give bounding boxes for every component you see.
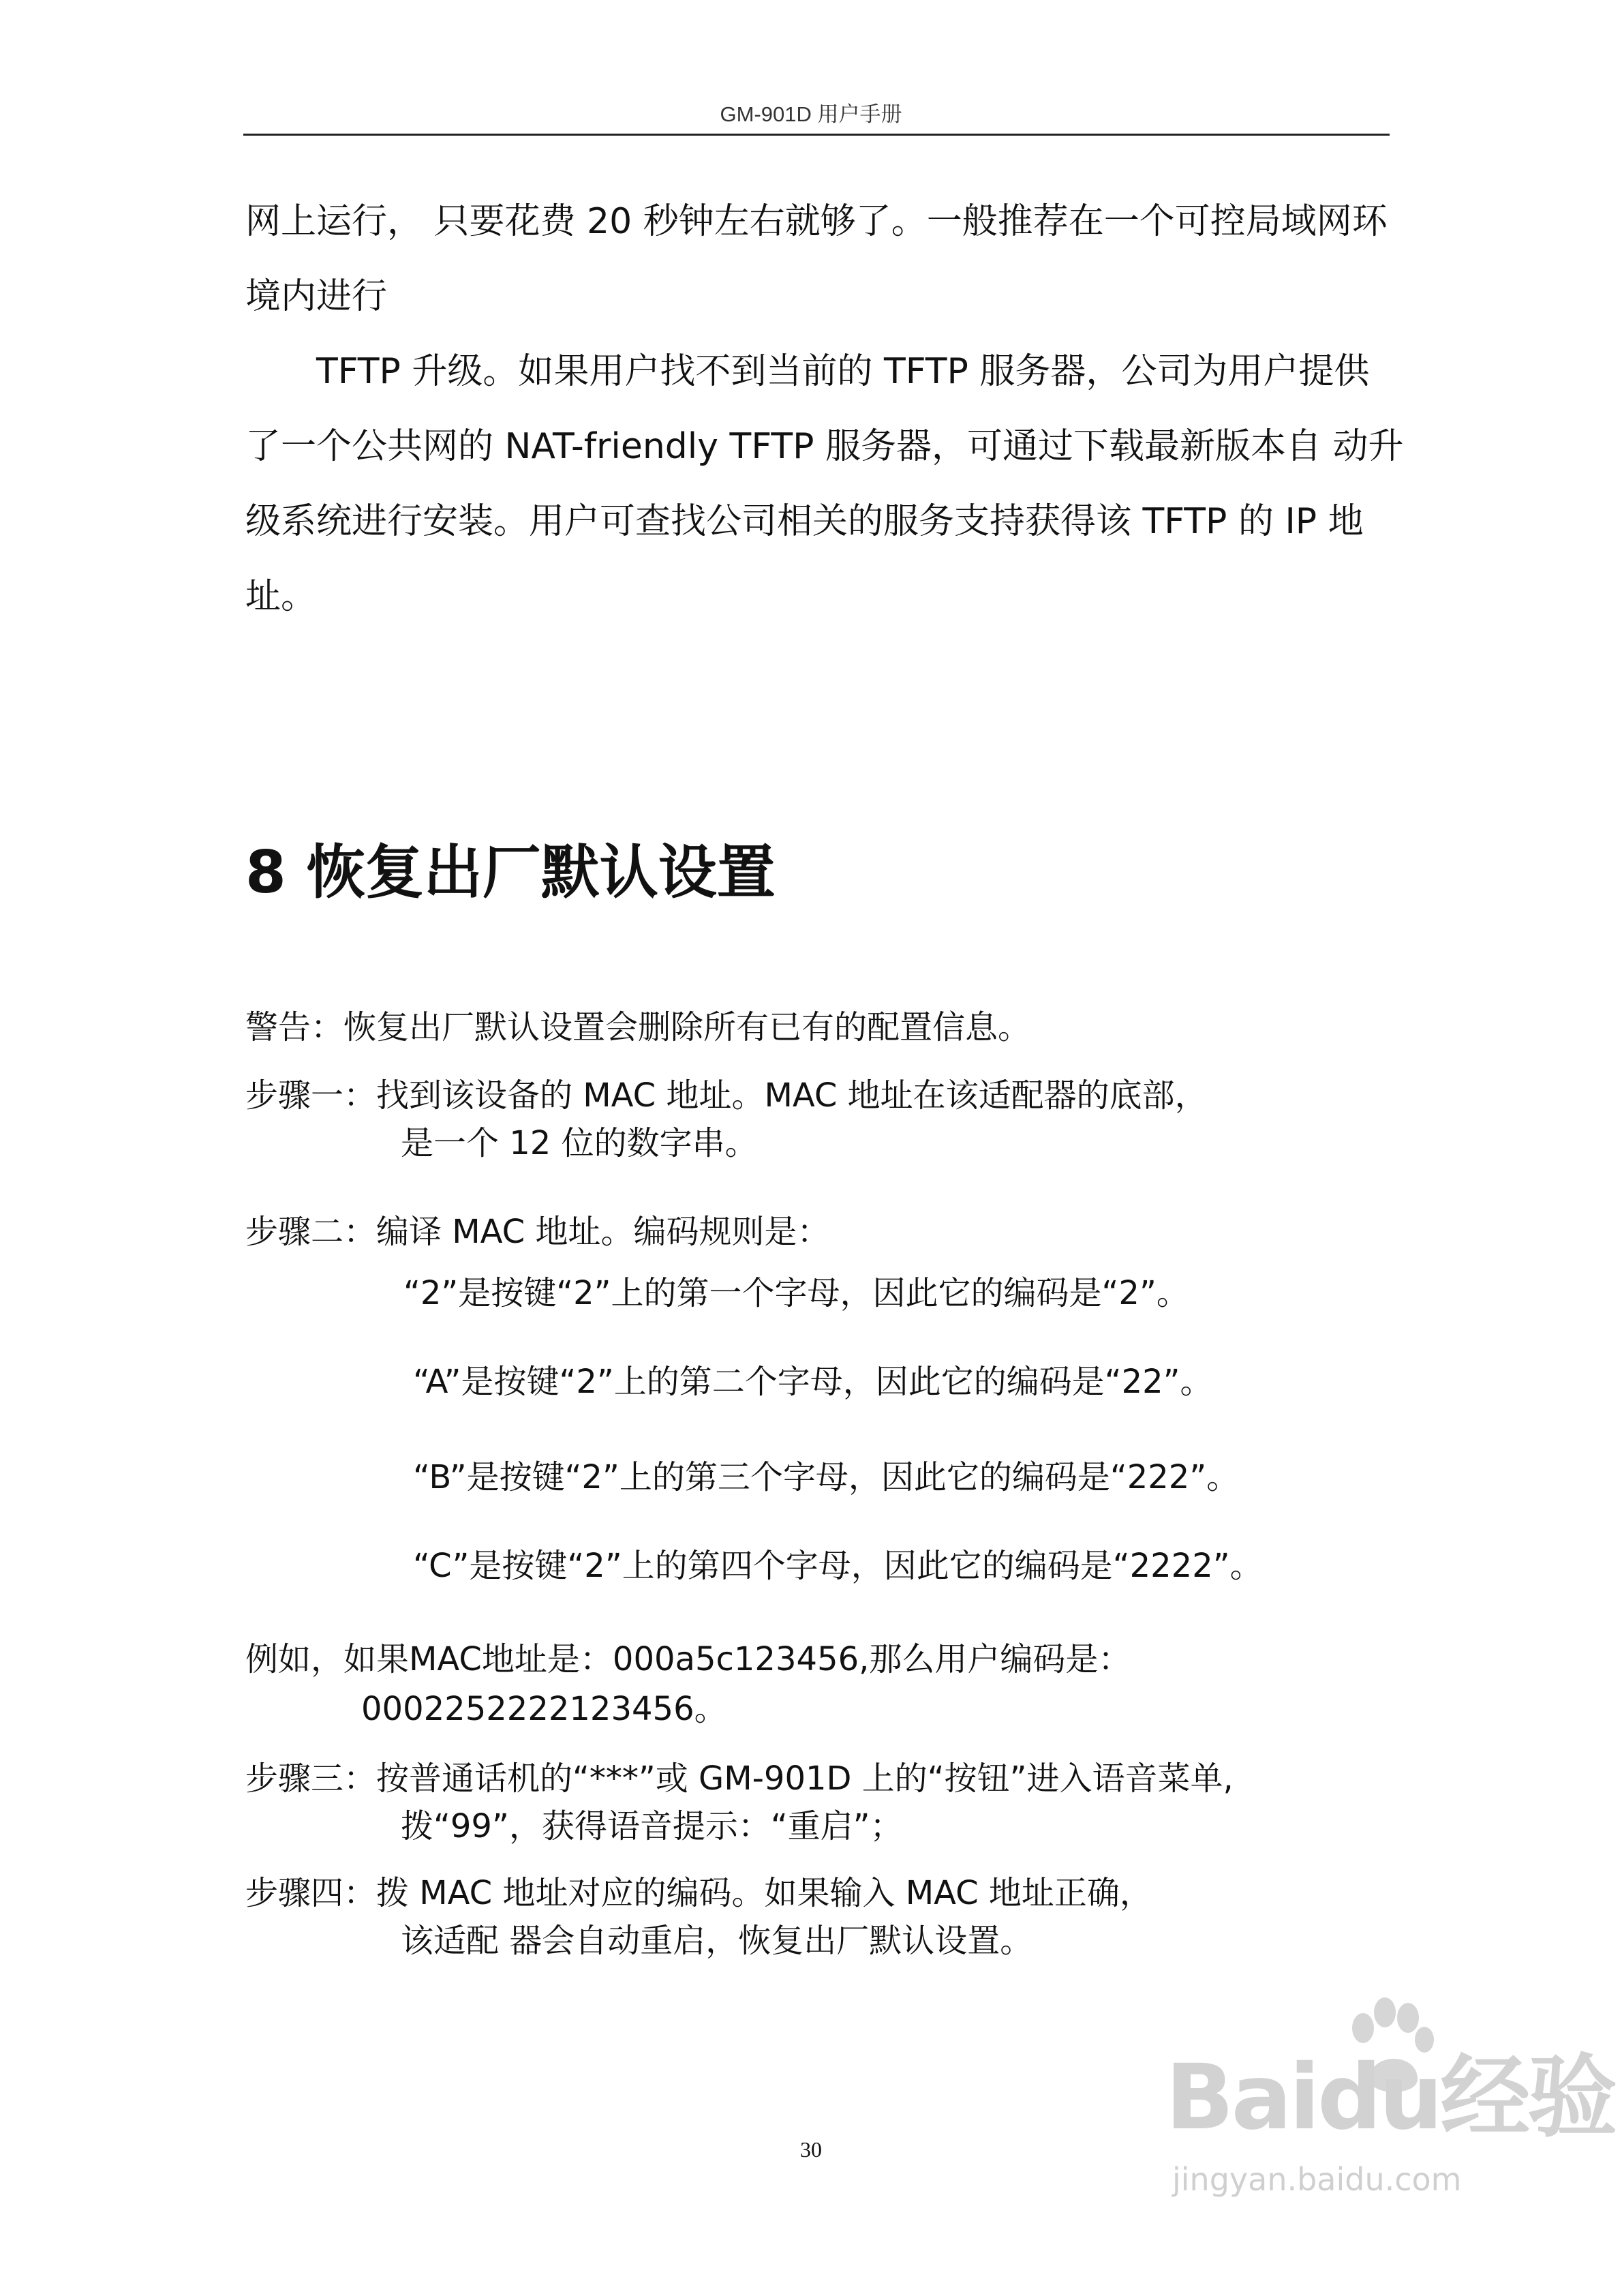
example-line-1: 例如，如果MAC地址是：000a5c123456,那么用户编码是： — [245, 1640, 1131, 1678]
rule-line-1: “2”是按键“2”上的第一个字母，因此它的编码是“2”。 — [403, 1274, 1189, 1312]
running-header: GM-901D 用户手册 — [720, 102, 902, 126]
rule-line-2: “A”是按键“2”上的第二个字母，因此它的编码是“22”。 — [413, 1363, 1213, 1401]
intro-paragraph-1: 网上运行， 只要花费 20 秒钟左右就够了。一般推荐在一个可控局域网环境内进行 — [245, 201, 1388, 317]
intro-paragraph-2: TFTP 升级。如果用户找不到当前的 TFTP 服务器，公司为用户提供了一个公共网的 NAT-friendly TFTP 服务器，可通过下载最新版本自 动升级系统进行安装。用户可查找公司相关的服务支持获得该 TFTP 的 IP 地址。 — [245, 351, 1404, 617]
step3-line2: 拨“99”，获得语音提示：“重启”； — [401, 1807, 903, 1845]
rule-line-3: “B”是按键“2”上的第三个字母，因此它的编码是“222”。 — [413, 1458, 1240, 1496]
header-divider — [243, 134, 1390, 136]
section-heading: 8 恢复出厂默认设置 — [245, 839, 776, 907]
step4-line1: 步骤四：拨 MAC 地址对应的编码。如果输入 MAC 地址正确， — [245, 1874, 1152, 1912]
watermark-logo: Baidu经验 — [1165, 2045, 1615, 2150]
example-line-2: 0002252222123456。 — [361, 1690, 727, 1728]
step1-line1: 步骤一：找到该设备的 MAC 地址。MAC 地址在该适配器的底部， — [245, 1076, 1208, 1115]
step3-line1: 步骤三：按普通话机的“***”或 GM-901D 上的“按钮”进入语音菜单, — [245, 1759, 1234, 1798]
rule-line-4: “C”是按键“2”上的第四个字母，因此它的编码是“2222”。 — [413, 1547, 1263, 1585]
step1-line2: 是一个 12 位的数字串。 — [401, 1124, 758, 1162]
watermark-url: jingyan.baidu.com — [1172, 2161, 1462, 2198]
step4-line2: 该适配 器会自动重启，恢复出厂默认设置。 — [401, 1922, 1033, 1960]
page-number: 30 — [800, 2137, 822, 2162]
baidu-watermark — [1159, 1997, 1615, 2216]
step2-text: 步骤二：编译 MAC 地址。编码规则是： — [245, 1213, 830, 1251]
warning-text: 警告：恢复出厂默认设置会删除所有已有的配置信息。 — [245, 1008, 1031, 1046]
